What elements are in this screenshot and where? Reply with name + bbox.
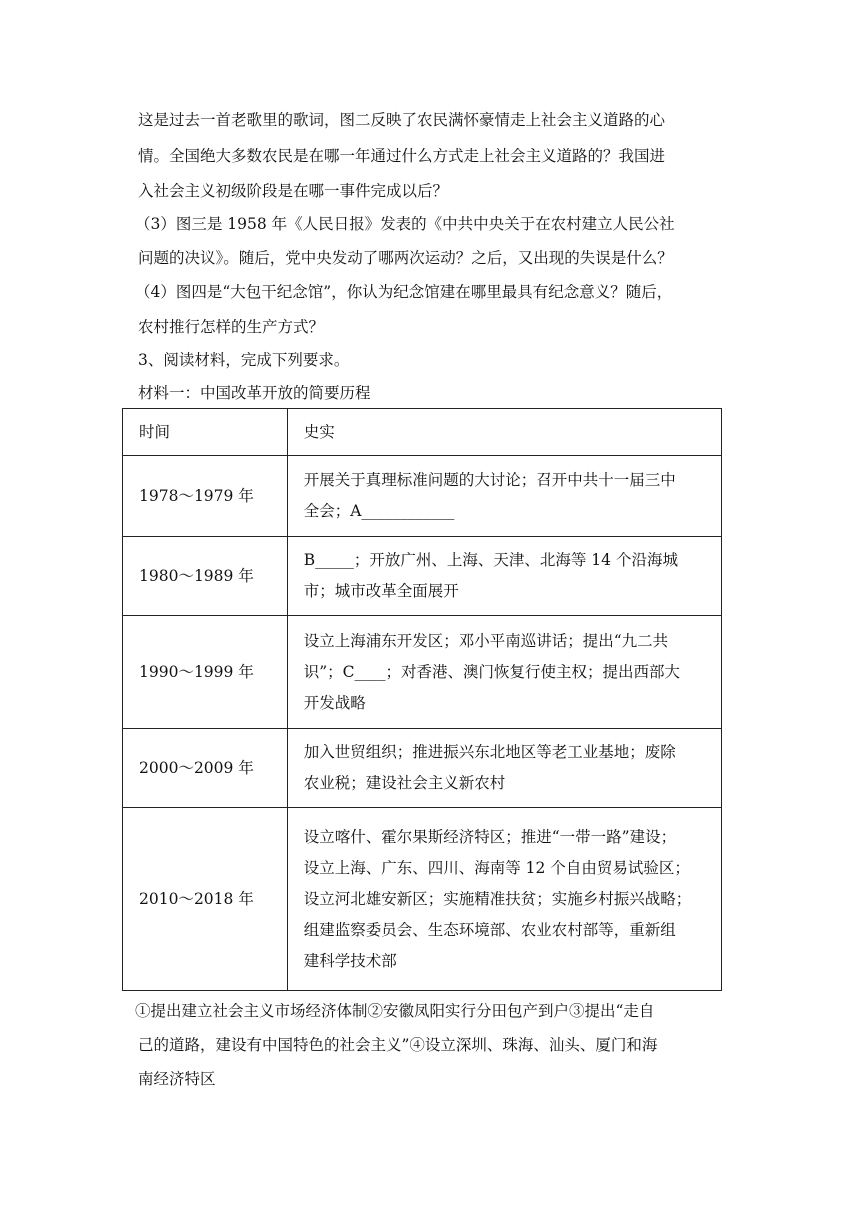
- facts-line: 开展关于真理标准问题的大讨论；召开中共十一届三中: [303, 471, 676, 489]
- facts-line: 设立上海、广东、四川、海南等 12 个自由贸易试验区；: [303, 858, 690, 877]
- question-4-line: （4）图四是“大包干纪念馆”，你认为纪念馆建在哪里最具有纪念意义？随后，: [135, 283, 673, 301]
- table-row: [123, 729, 722, 808]
- facts-line: 建科学技术部: [303, 951, 397, 970]
- table-row: [123, 808, 722, 991]
- paragraph-line: 入社会主义初级阶段是在哪一事件完成以后？: [138, 182, 449, 200]
- facts-line: 全会；A____________: [303, 502, 455, 520]
- options-line: ①提出建立社会主义市场经济体制②安徽凤阳实行分田包产到户③提出“走自: [135, 1002, 655, 1020]
- table-row: [123, 537, 722, 616]
- table-row: [123, 616, 722, 729]
- period-cell: 1978～1979 年: [123, 456, 288, 537]
- facts-line: B_____；开放广州、上海、天津、北海等 14 个沿海城: [303, 551, 678, 569]
- facts-line: 设立河北雄安新区；实施精准扶贫；实施乡村振兴战略；: [303, 889, 692, 908]
- facts-line: 设立喀什、霍尔果斯经济特区；推进“一带一路”建设；: [303, 827, 677, 846]
- facts-line: 设立上海浦东开发区；邓小平南巡讲话；提出“九二共: [303, 631, 669, 650]
- facts-line: 开发战略: [303, 693, 366, 712]
- period-cell: 1990～1999 年: [123, 616, 288, 729]
- facts-cell: [287, 808, 721, 991]
- paragraph-line: 这是过去一首老歌里的歌词，图二反映了农民满怀豪情走上社会主义道路的心: [138, 111, 666, 129]
- period-cell: 2010～2018 年: [123, 808, 288, 991]
- section-3-heading: 3、阅读材料，完成下列要求。: [138, 351, 350, 369]
- table-header-row: [123, 409, 722, 456]
- facts-line: 农业税；建设社会主义新农村: [303, 774, 506, 792]
- question-4-line: 农村推行怎样的生产方式？: [138, 318, 325, 336]
- period-cell: 2000～2009 年: [123, 729, 288, 808]
- facts-line: 加入世贸组织；推进振兴东北地区等老工业基地；废除: [303, 743, 676, 761]
- options-line: 南经济特区: [138, 1070, 216, 1088]
- question-3-line: 问题的决议》。随后，党中央发动了哪两次运动？之后，又出现的失误是什么？: [138, 249, 673, 267]
- facts-line: 组建监察委员会、生态环境部、农业农村部等，重新组: [303, 920, 676, 939]
- facts-cell: [287, 616, 721, 729]
- table-row: [123, 456, 722, 537]
- facts-cell: [287, 456, 721, 537]
- header-time: 时间: [123, 409, 288, 456]
- facts-line: 识”；C____；对香港、澳门恢复行使主权；提出西部大: [303, 662, 681, 681]
- facts-line: 市；城市改革全面展开: [303, 582, 459, 600]
- facts-cell: [287, 729, 721, 808]
- material-one-caption: 材料一：中国改革开放的简要历程: [138, 384, 371, 402]
- question-3-line: （3）图三是 1958 年《人民日报》发表的《中共中央关于在农村建立人民公社: [135, 215, 675, 233]
- paragraph-line: 情。全国绝大多数农民是在哪一年通过什么方式走上社会主义道路的？我国进: [138, 147, 666, 165]
- reform-history-table: [122, 408, 722, 991]
- header-facts: 史实: [287, 409, 721, 456]
- period-cell: 1980～1989 年: [123, 537, 288, 616]
- options-line: 己的道路，建设有中国特色的社会主义”④设立深圳、珠海、汕头、厦门和海: [138, 1036, 658, 1054]
- facts-cell: [287, 537, 721, 616]
